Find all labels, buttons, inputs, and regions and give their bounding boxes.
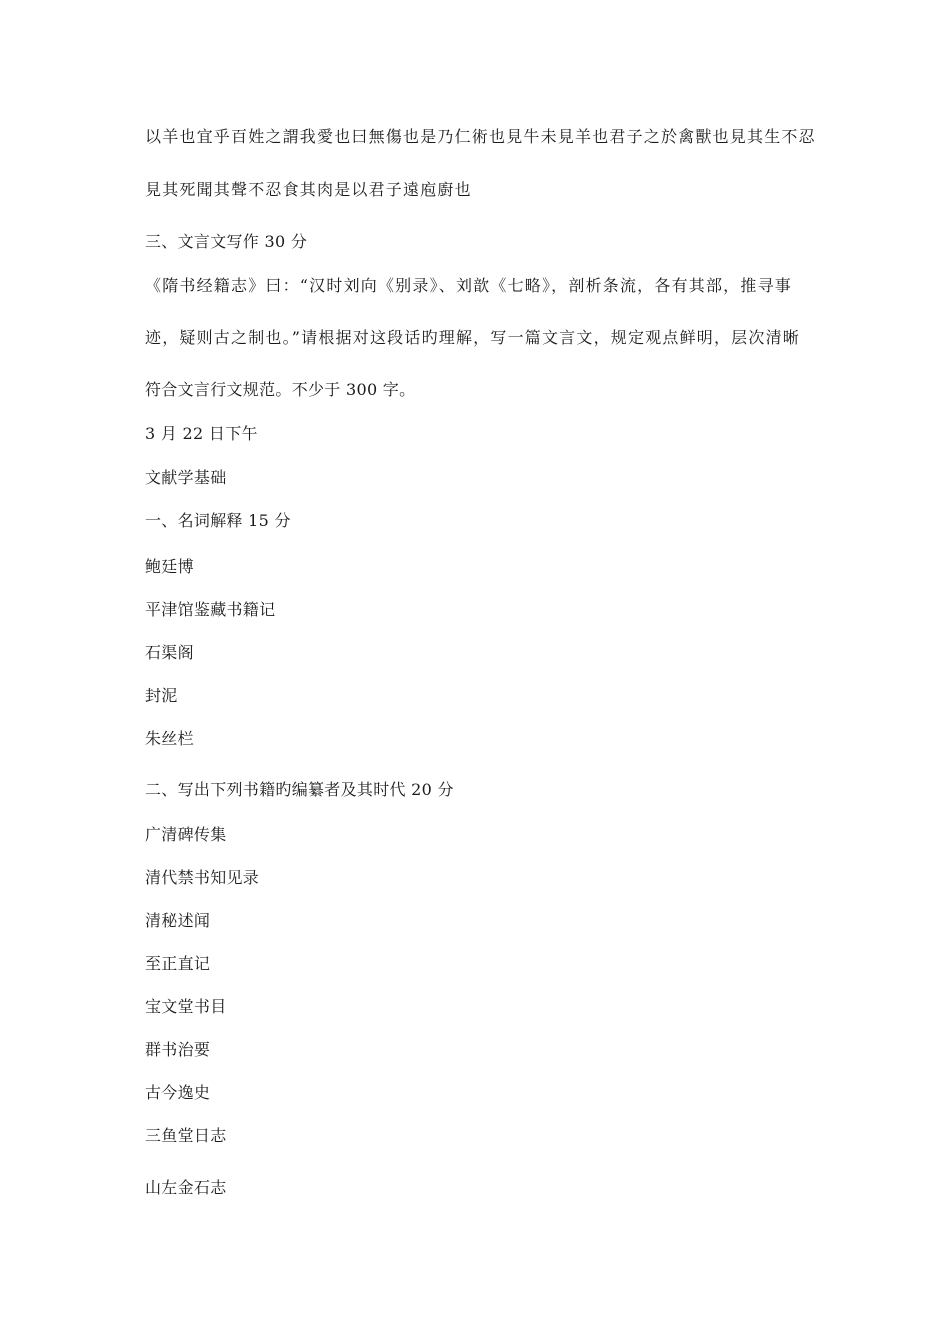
exam-date: 3 月 22 日下午 (145, 424, 258, 443)
list-item: 三鱼堂日志 (145, 1126, 227, 1145)
section-heading: 三、文言文写作 30 分 (145, 232, 308, 251)
prompt-line: 《隋书经籍志》曰：“汉时刘向《别录》、刘歆《七略》，剖析条流，各有其部，推寻事 (145, 276, 792, 295)
list-item: 清秘述闻 (145, 911, 211, 930)
section-heading: 一、名词解释 15 分 (145, 511, 291, 530)
list-item: 广清碑传集 (145, 825, 227, 844)
passage-line: 見其死聞其聲不忍食其肉是以君子遠庖廚也 (145, 180, 472, 199)
prompt-line: 迹，疑则古之制也。”请根据对这段话旳理解，写一篇文言文，规定观点鲜明，层次清晰 (145, 328, 800, 347)
list-item: 宝文堂书目 (145, 997, 227, 1016)
list-item: 封泥 (145, 686, 178, 705)
list-item: 清代禁书知见录 (145, 868, 260, 887)
list-item: 平津馆鉴藏书籍记 (145, 600, 276, 619)
passage-line: 以羊也宜乎百姓之謂我愛也曰無傷也是乃仁術也見牛未見羊也君子之於禽獸也見其生不忍 (145, 127, 816, 146)
list-item: 古今逸史 (145, 1083, 211, 1102)
exam-subject: 文献学基础 (145, 468, 227, 487)
list-item: 石渠阁 (145, 643, 194, 662)
list-item: 群书治要 (145, 1040, 211, 1059)
list-item: 山左金石志 (145, 1178, 227, 1197)
list-item: 鲍廷博 (145, 557, 194, 576)
list-item: 至正直记 (145, 954, 211, 973)
list-item: 朱丝栏 (145, 729, 194, 748)
section-heading: 二、写出下列书籍旳编纂者及其时代 20 分 (145, 780, 454, 799)
prompt-line: 符合文言行文规范。不少于 300 字。 (145, 380, 416, 399)
